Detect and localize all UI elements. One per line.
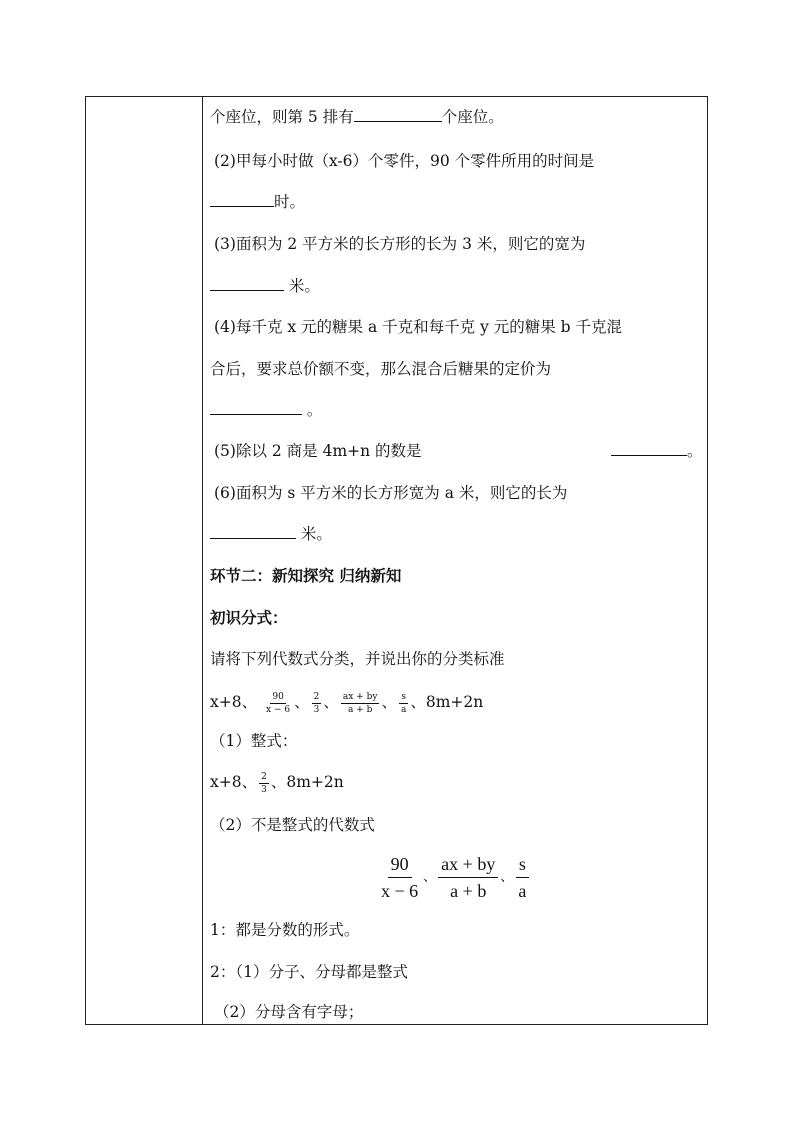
- big-fraction-ax-by-over-a-b: [438, 853, 498, 902]
- text-line-2: [214, 151, 594, 171]
- numerator: 90: [388, 853, 412, 878]
- text: 、: [500, 870, 514, 885]
- text: 、: [423, 870, 437, 885]
- text-line-10: [214, 483, 567, 503]
- numerator: 2: [261, 771, 267, 782]
- fraction-s-over-a: [399, 692, 408, 715]
- text-line-5: [210, 276, 320, 296]
- integral-expressions: [210, 770, 344, 795]
- big-fraction-90-over-x-6: [378, 853, 421, 902]
- numerator: ax + by: [342, 691, 378, 702]
- text: 合后，要求总价额不变，那么混合后糖果的定价为: [210, 360, 552, 378]
- text: 米。: [284, 277, 320, 295]
- answer-blank: [354, 107, 442, 122]
- text-line-4: [214, 234, 585, 254]
- text-line-11: [210, 524, 332, 544]
- fraction-expressions: [376, 851, 531, 903]
- big-fraction-s-over-a: [515, 853, 529, 902]
- text: (2)甲每小时做（x-6）个零件，90 个零件所用的时间是: [214, 152, 595, 170]
- text: (5)除以 2 商是 4m+n 的数是: [214, 442, 422, 460]
- answer-blank: [210, 276, 284, 291]
- answer-blank: [210, 524, 296, 539]
- numerator: 90: [272, 691, 284, 702]
- text: 个座位。: [441, 108, 504, 126]
- text: 、: [381, 693, 397, 711]
- text-line-14: [210, 731, 297, 751]
- text: 米。: [296, 525, 332, 543]
- text: (3)面积为 2 平方米的长方形的长为 3 米，则它的宽为: [214, 235, 586, 253]
- expression-list: [210, 690, 483, 715]
- sub-heading: [210, 608, 288, 628]
- text: （2）不是整式的代数式: [210, 816, 375, 834]
- text: 、8m+2n: [270, 773, 344, 791]
- denominator: a: [518, 880, 527, 901]
- text-line-6: [214, 317, 622, 337]
- text: 时。: [274, 193, 306, 211]
- denominator: x − 6: [381, 880, 419, 901]
- text: 8m+2n: [425, 693, 484, 711]
- fraction-90-over-x-6: [264, 692, 292, 715]
- text: （2）分母含有字母；: [214, 1003, 364, 1021]
- text: 1：都是分数的形式。: [210, 921, 360, 939]
- text: 请将下列代数式分类，并说出你的分类标准: [210, 650, 505, 668]
- text-line-9-blank: [611, 441, 703, 461]
- text: 。: [687, 442, 703, 460]
- text: 、: [294, 693, 310, 711]
- text: 、: [323, 693, 339, 711]
- text: 。: [302, 401, 323, 419]
- text-line-8: [210, 400, 322, 420]
- answer-blank: [611, 441, 687, 456]
- fraction-2-over-3: [259, 772, 269, 795]
- text-line-3: [210, 192, 305, 212]
- numerator: s: [516, 853, 529, 878]
- text: (6)面积为 s 平方米的长方形宽为 a 米，则它的长为: [214, 484, 568, 502]
- text-line-7: [210, 359, 551, 379]
- denominator: a + b: [450, 880, 487, 901]
- denominator: x − 6: [266, 704, 291, 715]
- denominator: a + b: [347, 704, 373, 715]
- numerator: s: [401, 691, 406, 702]
- column-divider: [202, 96, 203, 1025]
- text-line-17: [210, 920, 359, 940]
- fraction-ax-by-over-a-b: [341, 692, 380, 715]
- text: 2：（1）分子、分母都是整式: [210, 963, 408, 981]
- denominator: a: [400, 704, 407, 715]
- text-line-1: [210, 107, 504, 127]
- text-line-16: [210, 815, 375, 835]
- text: 环节二：新知探究 归纳新知: [210, 567, 402, 585]
- text: （1）整式：: [210, 732, 298, 750]
- text: 初识分式：: [210, 609, 288, 627]
- numerator: 2: [313, 691, 320, 702]
- text-line-19: [214, 1002, 363, 1022]
- fraction-2-over-3: [312, 692, 322, 715]
- text: 个座位，则第 5 排有: [210, 108, 354, 126]
- text-line-12: [210, 649, 505, 669]
- text: x+8、: [210, 773, 258, 791]
- denominator: 3: [261, 784, 267, 795]
- answer-blank: [210, 192, 274, 207]
- numerator: ax + by: [438, 853, 498, 878]
- text: x+8、: [210, 693, 258, 711]
- text-line-18: [210, 962, 408, 982]
- section-heading: [210, 566, 401, 586]
- answer-blank: [210, 400, 302, 415]
- text: (4)每千克 x 元的糖果 a 千克和每千克 y 元的糖果 b 千克混: [214, 318, 623, 336]
- text-line-9: [214, 441, 422, 461]
- text: 、: [410, 693, 426, 711]
- denominator: 3: [313, 704, 320, 715]
